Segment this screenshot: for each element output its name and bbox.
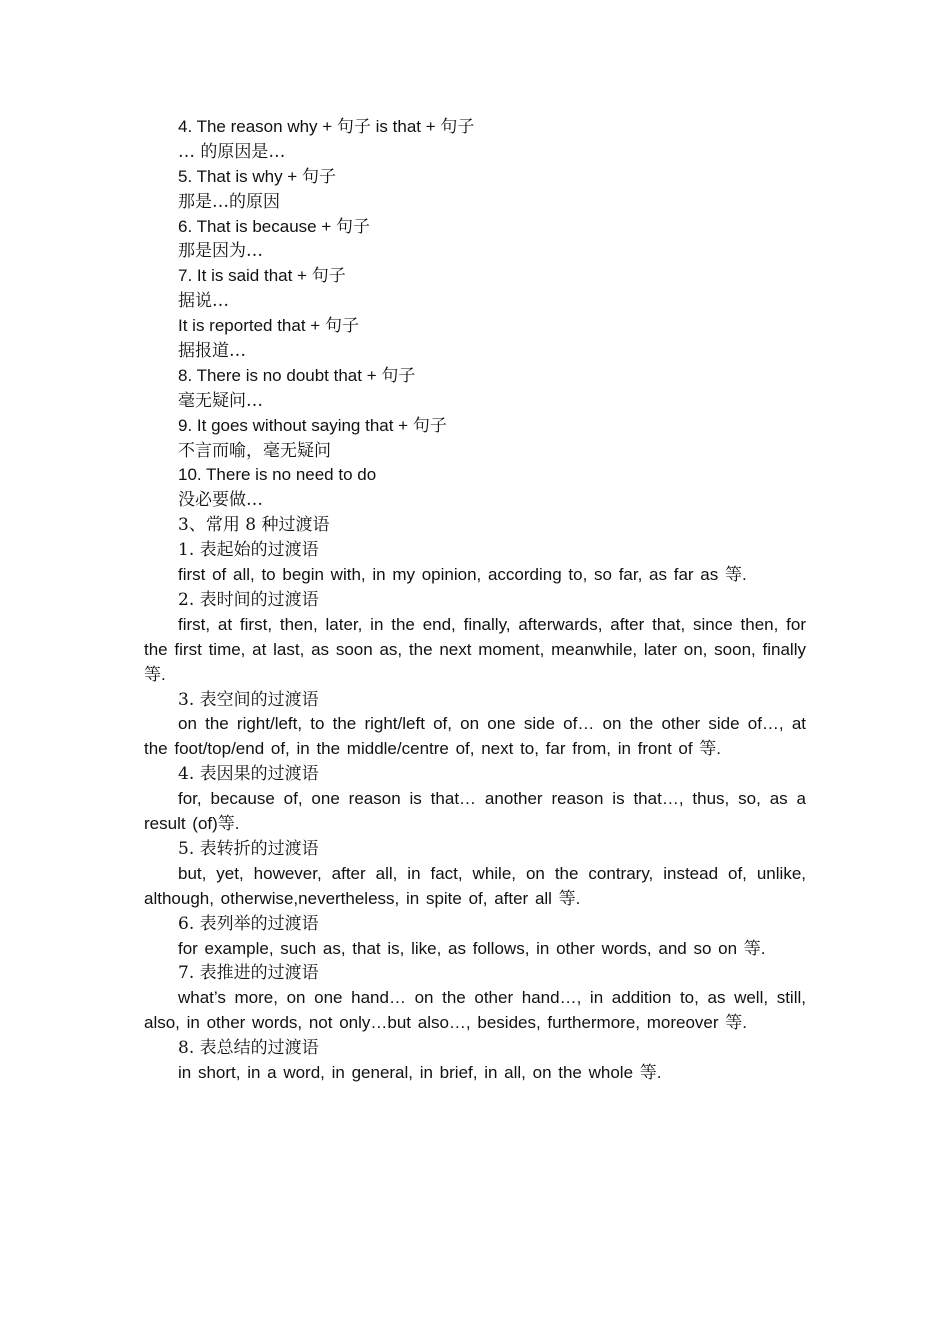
sentence-pattern-7-meaning: 据说… (178, 291, 229, 312)
group-heading-cause-effect: 4. 表因果的过渡语 (178, 764, 319, 785)
group-heading-examples: 6. 表列举的过渡语 (178, 913, 319, 934)
group-text-progression: what’s more, on one hand… on the other hand…, in addition to, as well, still, also, in other words, not only…but also…, besides, furthermore, moreover 等. (144, 988, 806, 1033)
group-heading-time: 2. 表时间的过渡语 (178, 589, 319, 610)
group-heading-start: 1. 表起始的过渡语 (178, 540, 319, 561)
group-heading-summary: 8. 表总结的过渡语 (178, 1038, 319, 1059)
sentence-pattern-6: 6. That is because + 句子 (178, 216, 370, 236)
sentence-pattern-8-meaning: 毫无疑问… (178, 390, 263, 411)
group-heading-space: 3. 表空间的过渡语 (178, 689, 319, 710)
sentence-pattern-8: 8. There is no doubt that + 句子 (178, 365, 416, 385)
sentence-pattern-7: 7. It is said that + 句子 (178, 266, 346, 286)
group-heading-progression: 7. 表推进的过渡语 (178, 963, 319, 984)
document-body (144, 115, 806, 1086)
group-text-contrast: but, yet, however, after all, in fact, while, on the contrary, instead of, unlike, although, otherwise,nevertheless, in spite of, after all 等. (144, 863, 806, 908)
group-text-space: on the right/left, to the right/left of, on one side of… on the other side of…, at the foot/top/end of, in the middle/centre of, next to, far from, in front of 等. (144, 714, 806, 759)
sentence-pattern-9: 9. It goes without saying that + 句子 (178, 415, 447, 435)
group-text-time: first, at first, then, later, in the end, finally, afterwards, after that, since then, for the first time, at last, as soon as, the next moment, meanwhile, later on, soon, finally 等. (144, 614, 806, 684)
sentence-pattern-4: 4. The reason why + 句子 is that + 句子 (178, 117, 475, 136)
sentence-pattern-10: 10. There is no need to do (178, 465, 377, 485)
section-title: 3、常用 8 种过渡语 (178, 515, 330, 536)
sentence-pattern-7b-meaning: 据报道… (178, 341, 246, 362)
sentence-pattern-10-meaning: 没必要做… (178, 490, 263, 511)
group-text-cause-effect: for, because of, one reason is that… another reason is that…, thus, so, as a result (of)等. (144, 789, 806, 834)
sentence-pattern-5-meaning: 那是…的原因 (178, 191, 280, 212)
sentence-pattern-5: 5. That is why + 句子 (178, 166, 336, 186)
sentence-pattern-4-meaning: … 的原因是… (178, 141, 286, 162)
group-text-summary: in short, in a word, in general, in brief, in all, on the whole 等. (178, 1063, 662, 1083)
group-text-examples: for example, such as, that is, like, as follows, in other words, and so on 等. (178, 938, 766, 958)
group-heading-contrast: 5. 表转折的过渡语 (178, 838, 319, 859)
sentence-pattern-7b: It is reported that + 句子 (178, 316, 359, 336)
group-text-start: first of all, to begin with, in my opinion, according to, so far, as far as 等. (178, 565, 747, 585)
sentence-pattern-9-meaning: 不言而喻，毫无疑问 (178, 440, 331, 461)
sentence-pattern-6-meaning: 那是因为… (178, 241, 263, 262)
